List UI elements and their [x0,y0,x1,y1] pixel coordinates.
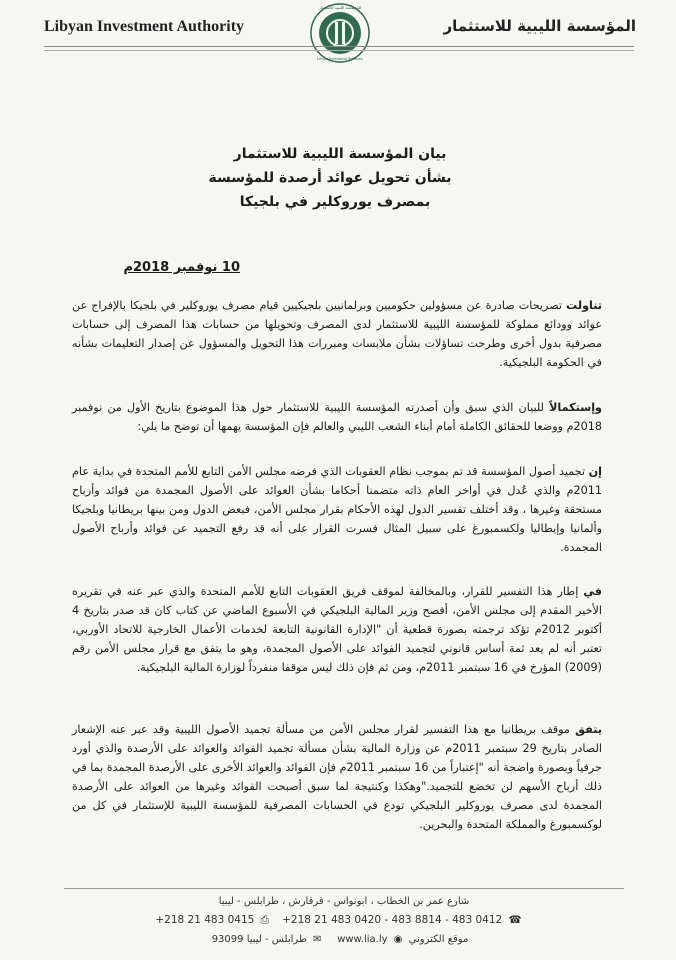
paragraph-2-lead: وإستكمالاً [549,401,602,414]
header-divider [44,46,634,47]
website-label: موقع الكتروني [408,934,469,945]
globe-icon: ◉ [393,934,403,945]
paragraph-4 [72,582,602,677]
statement-title-line1: بيان المؤسسة الليبية للاستثمار [233,146,447,162]
phone-numbers: +218 21 483 0420 - 483 8814 - 483 0412 [282,914,503,926]
paragraph-1-lead: تناولت [566,299,602,312]
paragraph-5-lead: يتفق [575,723,602,736]
org-name-english: Libyan Investment Authority [44,18,245,35]
statement-date: 10 نوفمبر 2018م [123,260,240,275]
logo-text-ar: المؤسسة الليبية للاستثمار [318,5,362,10]
org-name-arabic: المؤسسة الليبية للاستثمار [443,17,636,35]
footer-contacts [150,914,530,927]
paragraph-1-text: تصريحات صادرة عن مسؤولين حكوميين وبرلمانيين بلجيكيين قيام مصرف يوروكلير في بلجيكا بالإفراج عن عوائد وودائع مملوكة للمؤسسة الليبية للاستثمار لدى المصرف وتحويلها من حسابات هذا المصرف إلى حسابات مصرفية بدول أخرى وطرحت تساؤلات بشأن ملابسات ومبررات هذا التحويل والمسؤول عن إصدار التعليمات بشأنه في الحكومة البلجيكية. [72,299,602,369]
paragraph-2-text: للبيان الذي سبق وأن أصدرته المؤسسة الليبية للاستثمار حول هذا الموضوع بتاريخ الأول من نوفمبر 2018م ووضعا للحقائق الكاملة أمام أبناء الشعب الليبي والعالم فإن المؤسسة يهمها أن توضح ما يلي: [72,401,602,433]
paragraph-5 [72,720,602,834]
paragraph-5-text: موقف بريطانيا مع هذا التفسير لقرار مجلس الأمن من مسألة تجميد الأصول الليبية وقد عبر عنه الإشعار الصادر بتاريخ 29 سبتمبر 2011م عن وزارة المالية بشأن مسألة تجميد الفوائد والعوائد على الأرصدة والذي أورد حرفياً وبصورة واضحة أنه "إعتباراً من 16 سبتمبر 2011م فإن الفوائد والعوائد الأخرى على الأرصدة المجمدة بما في ذلك أرباح الأسهم لن تخضع للتجميد."وهكذا وكنتيجة لما سبق أصبحت الفوائد وغيرها من العوائد على الأرصدة المجمدة لدى مصرف يوروكلير البلجيكي تودع في الحسابات المصرفية للمؤسسة الليبية للإستثمار في كل من لوكسمبورغ والمملكة المتحدة والبحرين. [72,723,602,831]
paragraph-3-lead: إن [588,465,602,478]
paragraph-2 [72,398,602,436]
paragraph-4-lead: في [583,585,602,598]
pobox: 93099 طرابلس - ليبيا [211,934,307,945]
logo-text-en: Libyan Investment Authority [316,56,364,61]
website-link[interactable]: www.lia.ly [337,934,388,945]
phone-icon: ☎ [508,914,522,926]
footer-web-row [150,934,530,945]
paragraph-4-text: إطار هذا التفسير للقرار، وبالمخالفة لموقف فريق العقوبات التابع للأمم المتحدة والذي عبر عنه في تقريره الأخير المقدم إلى مجلس الأمن، أفصح وزير المالية البلجيكي في الأسبوع الماضي عن كتاب كان قد صدر بتاريخ 4 أكتوبر 2012م تؤكد ترجمته بصورة قطعية أن "الإدارة القانونية التابعة لخدمات الأعمال الخارجية للاتحاد الأوربي، تعتبر أنه لم يعد ثمة أساس قانوني لتجميد الفوائد على الأصول المجمدة، وهو ما يتفق مع قرار مجلس الأمن رقم (2009) المؤرخ في 16 سبتمبر 2011م، ومن ثم فإن ذلك ليس موقفا منفرداً لوزارة المالية البلجيكية. [72,585,602,674]
fax-number: +218 21 483 0415 [155,914,255,926]
statement-title-line3: بمصرف يوروكلير في بلجيكا [239,194,431,210]
footer-divider [64,888,624,889]
header-divider-thin [44,50,634,51]
paragraph-3-text: تجميد أصول المؤسسة قد تم بموجب نظام العقوبات الذي فرضه مجلس الأمن التابع للأمم المتحدة في بداية عام 2011م والذي عُدل في أواخر العام ذاته متضمنا أحكاما بشأن العوائد على الأصول المجمدة من فوائد وأرباح مستحقة وغيرها ، وقد أختلف تفسير الدول لهذه الأحكام بقرار مجلس الأمن، فبعض الدول ومن بينها بريطانيا وبلجيكا وألمانيا وإيطاليا ولكسمبورغ على سبيل المثال فسرت القرار على أنه قد رفع التجميد عن فوائد وأرباح الأصول المجمدة. [72,465,602,554]
mailbox-icon: ✉ [313,934,322,945]
paragraph-3 [72,462,602,557]
statement-title-line2: بشأن تحويل عوائد أرصدة للمؤسسة [208,170,452,186]
fax-icon: ⎙ [260,914,270,926]
footer-address: شارع عمر بن الخطاب ، ابونواس - قرقارش ، طرابلس - ليبيا [218,896,470,907]
lia-logo [299,2,381,64]
paragraph-1 [72,296,602,372]
